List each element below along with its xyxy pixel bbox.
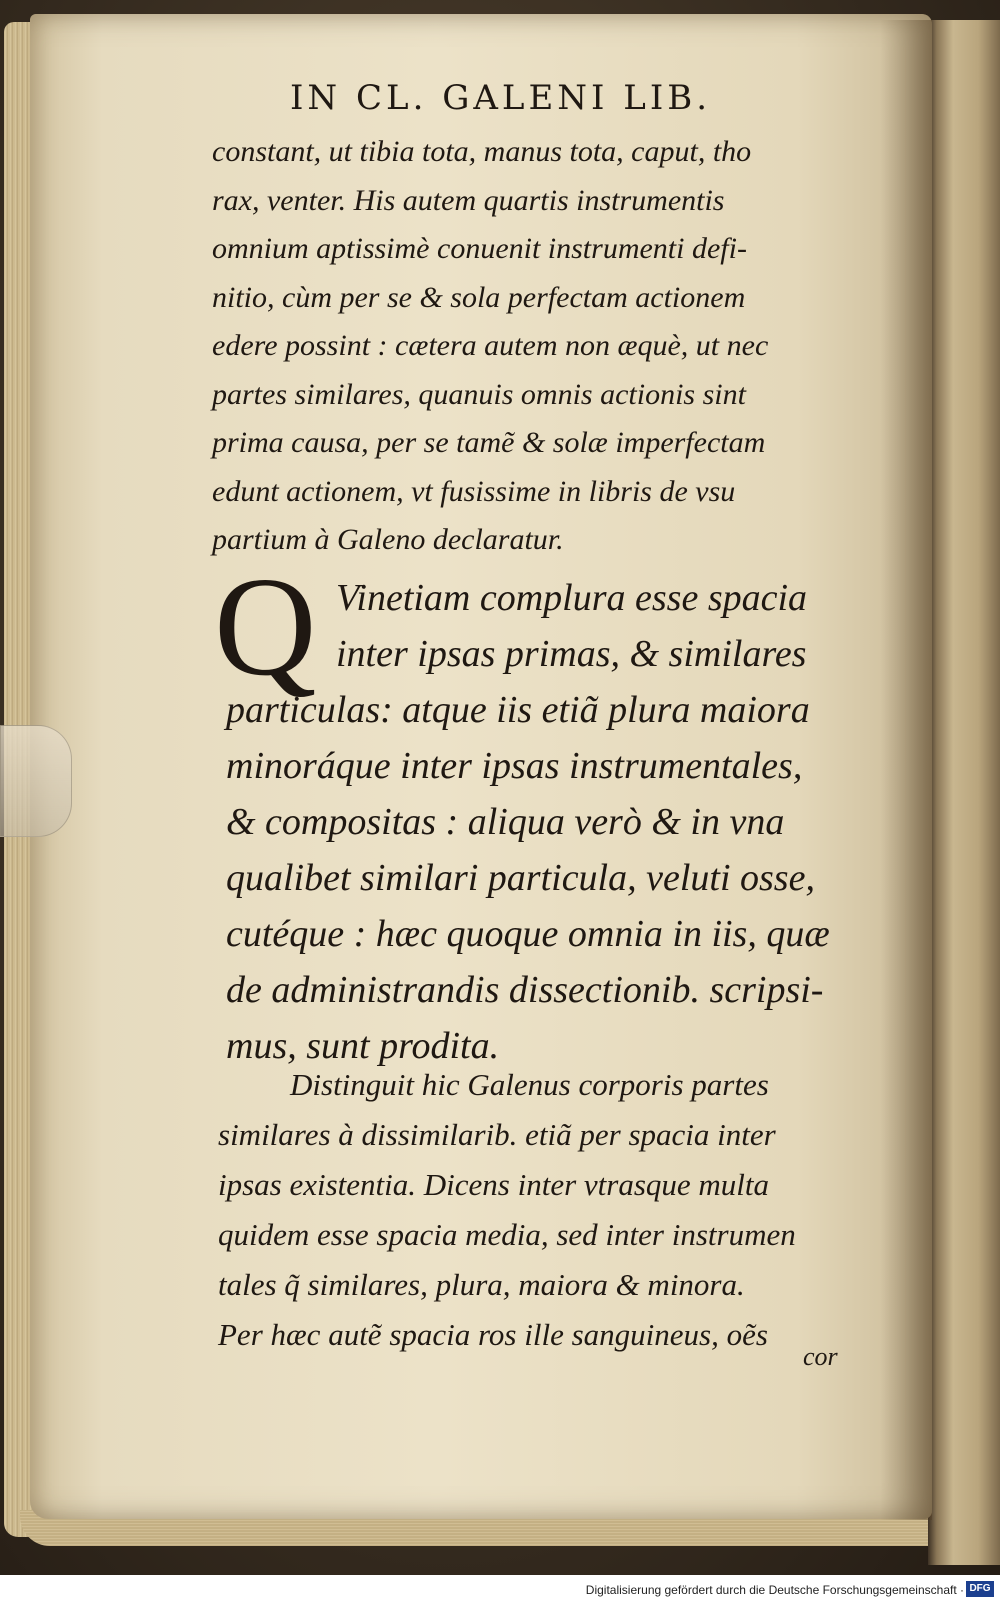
- text-line: nitio, cùm per se & sola perfectam actionem: [212, 280, 746, 314]
- gutter-shadow: [880, 20, 932, 1520]
- text-line: cutéque : hæc quoque omnia in iis, quæ: [226, 913, 830, 955]
- text-line: qualibet similari particula, veluti osse,: [226, 857, 815, 899]
- text-line: Per hæc autẽ spacia ros ille sanguineus, oẽs: [218, 1317, 768, 1352]
- text-line: partium à Galeno declaratur.: [212, 523, 564, 556]
- text-line: partes similares, quanuis omnis actionis sint: [212, 377, 746, 411]
- text-line: Distinguit hic Galenus corporis partes: [290, 1067, 769, 1102]
- text-line: constant, ut tibia tota, manus tota, caput, tho: [212, 135, 752, 168]
- running-head: IN CL. GALENI LIB.: [290, 78, 712, 118]
- text-line: mus, sunt prodita.: [226, 1025, 500, 1067]
- text-line: prima causa, per se tamẽ & solæ imperfectam: [212, 426, 766, 459]
- text-line: omnium aptissimè conuenit instrumenti defi-: [212, 232, 747, 265]
- text-line: particulas: atque iis etiã plura maiora: [226, 689, 810, 731]
- text-line: de administrandis dissectionib. scripsi-: [226, 969, 824, 1011]
- text-line: inter ipsas primas, & similares: [336, 633, 807, 675]
- text-line: Vinetiam complura esse spacia: [336, 577, 808, 619]
- text-line: rax, venter. His autem quartis instrumentis: [212, 183, 725, 217]
- text-line: edunt actionem, vt fusissime in libris de vsu: [212, 474, 736, 508]
- text-line: quidem esse spacia media, sed inter instrumen: [218, 1217, 796, 1252]
- text-line: similares à dissimilarib. etiã per spacia inter: [218, 1117, 776, 1152]
- commentary-paragraph-2: [218, 1060, 796, 1360]
- text-line: ipsas existentia. Dicens inter vtrasque multa: [218, 1167, 770, 1202]
- text-line: & compositas : aliqua verò & in vna: [226, 801, 785, 843]
- dfg-logo: DFG: [966, 1581, 994, 1597]
- commentary-paragraph-1: [212, 128, 768, 565]
- text-line: tales q̃ similares, plura, maiora & minora.: [218, 1267, 745, 1302]
- page-clip: [0, 725, 72, 837]
- drop-cap-initial: Q: [214, 547, 317, 705]
- text-line: minoráque inter ipsas instrumentales,: [226, 745, 803, 787]
- facing-page-edge: [928, 20, 1000, 1565]
- text-line: edere possint : cætera autem non æquè, ut nec: [212, 329, 769, 362]
- funding-credit: Digitalisierung gefördert durch die Deutsche Forschungsgemeinschaft ·: [585, 1583, 964, 1597]
- catchword: cor: [803, 1342, 838, 1371]
- galen-text-paragraph: [226, 570, 830, 1074]
